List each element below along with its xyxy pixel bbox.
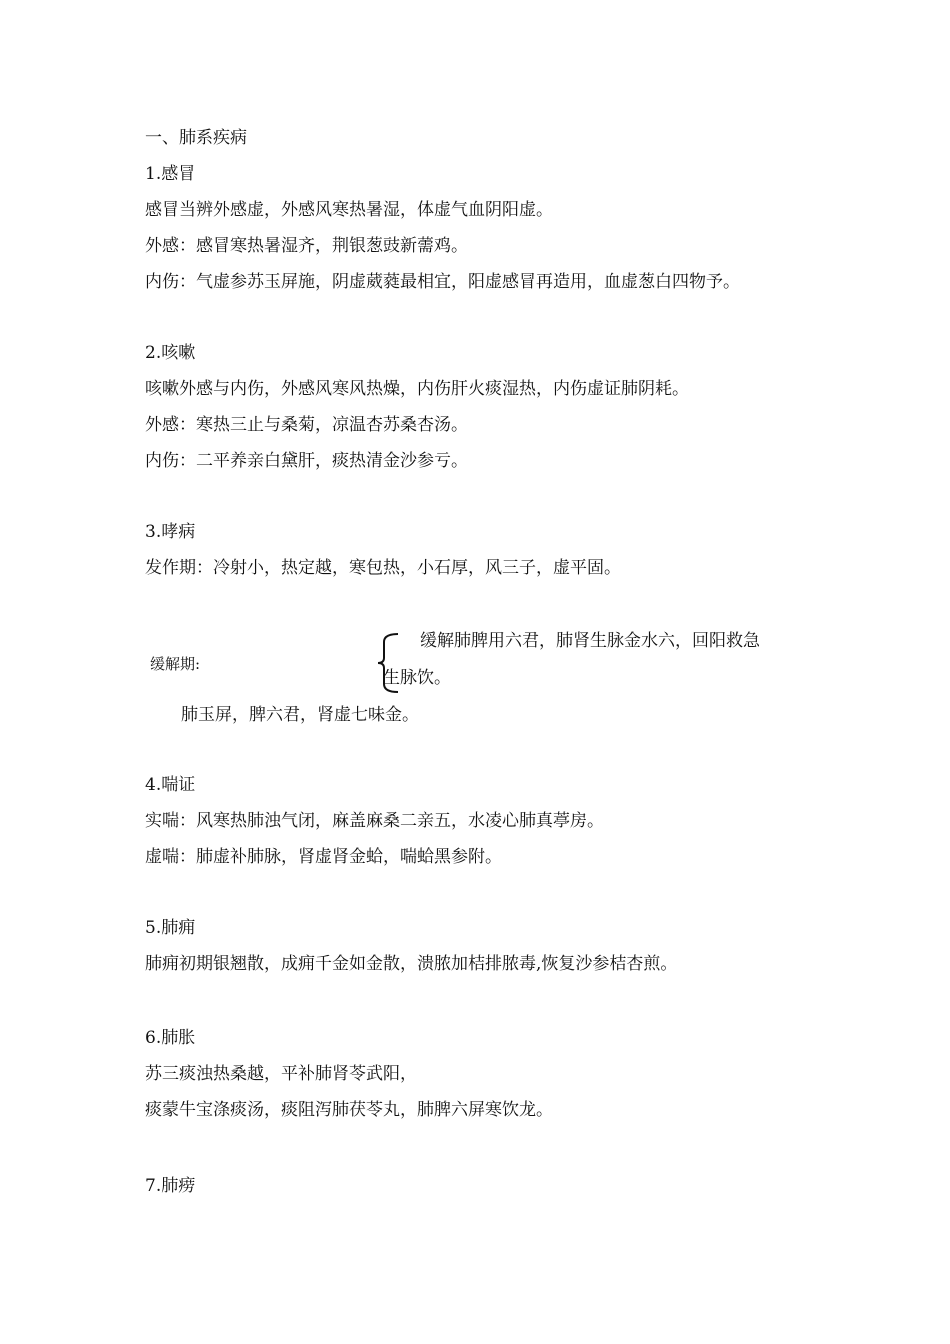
remission-mnemonic: 肺玉屏，脾六君，肾虚七味金。 [181, 705, 419, 725]
lung-consumption-heading: 7.肺痨 [145, 1176, 196, 1196]
cold-summary: 感冒当辨外感虚，外感风寒热暑湿，体虚气血阴阳虚。 [145, 200, 553, 220]
cold-internal: 内伤：气虚参苏玉屏施，阴虚葳蕤最相宜，阳虚感冒再造用，血虚葱白四物予。 [145, 272, 740, 292]
remission-text-line2: 生脉饮。 [383, 668, 451, 688]
asthma-heading: 3.哮病 [145, 522, 196, 542]
dyspnea-deficiency: 虚喘：肺虚补肺脉，肾虚肾金蛤，喘蛤黑参附。 [145, 847, 502, 867]
lung-distension-line2: 痰蒙牛宝涤痰汤，痰阻泻肺茯苓丸，肺脾六屏寒饮龙。 [145, 1100, 553, 1120]
asthma-attack: 发作期：冷射小，热定越，寒包热，小石厚，风三子，虚平固。 [145, 558, 621, 578]
lung-distension-line1: 苏三痰浊热桑越，平补肺肾苓武阳， [145, 1064, 417, 1084]
cough-heading: 2.咳嗽 [145, 343, 196, 363]
dyspnea-heading: 4.喘证 [145, 775, 196, 795]
cough-internal: 内伤：二平养亲白黛肝，痰热清金沙参亏。 [145, 451, 468, 471]
section-title: 一、肺系疾病 [145, 128, 247, 148]
lung-abscess-heading: 5.肺痈 [145, 918, 196, 938]
cold-heading: 1.感冒 [145, 164, 196, 184]
remission-label: 缓解期: [150, 655, 201, 673]
cough-external: 外感：寒热三止与桑菊，凉温杏苏桑杏汤。 [145, 415, 468, 435]
remission-text-line1: 缓解肺脾用六君，肺肾生脉金水六，回阳救急 [420, 631, 760, 651]
lung-abscess-text: 肺痈初期银翘散，成痈千金如金散，溃脓加桔排脓毒,恢复沙参桔杏煎。 [145, 954, 678, 974]
cough-summary: 咳嗽外感与内伤，外感风寒风热燥，内伤肝火痰湿热，内伤虚证肺阴耗。 [145, 379, 689, 399]
cold-external: 外感：感冒寒热暑湿齐，荆银葱豉新薷鸡。 [145, 236, 468, 256]
lung-distension-heading: 6.肺胀 [145, 1028, 196, 1048]
dyspnea-excess: 实喘：风寒热肺浊气闭，麻盖麻桑二亲五，水凌心肺真葶房。 [145, 811, 604, 831]
